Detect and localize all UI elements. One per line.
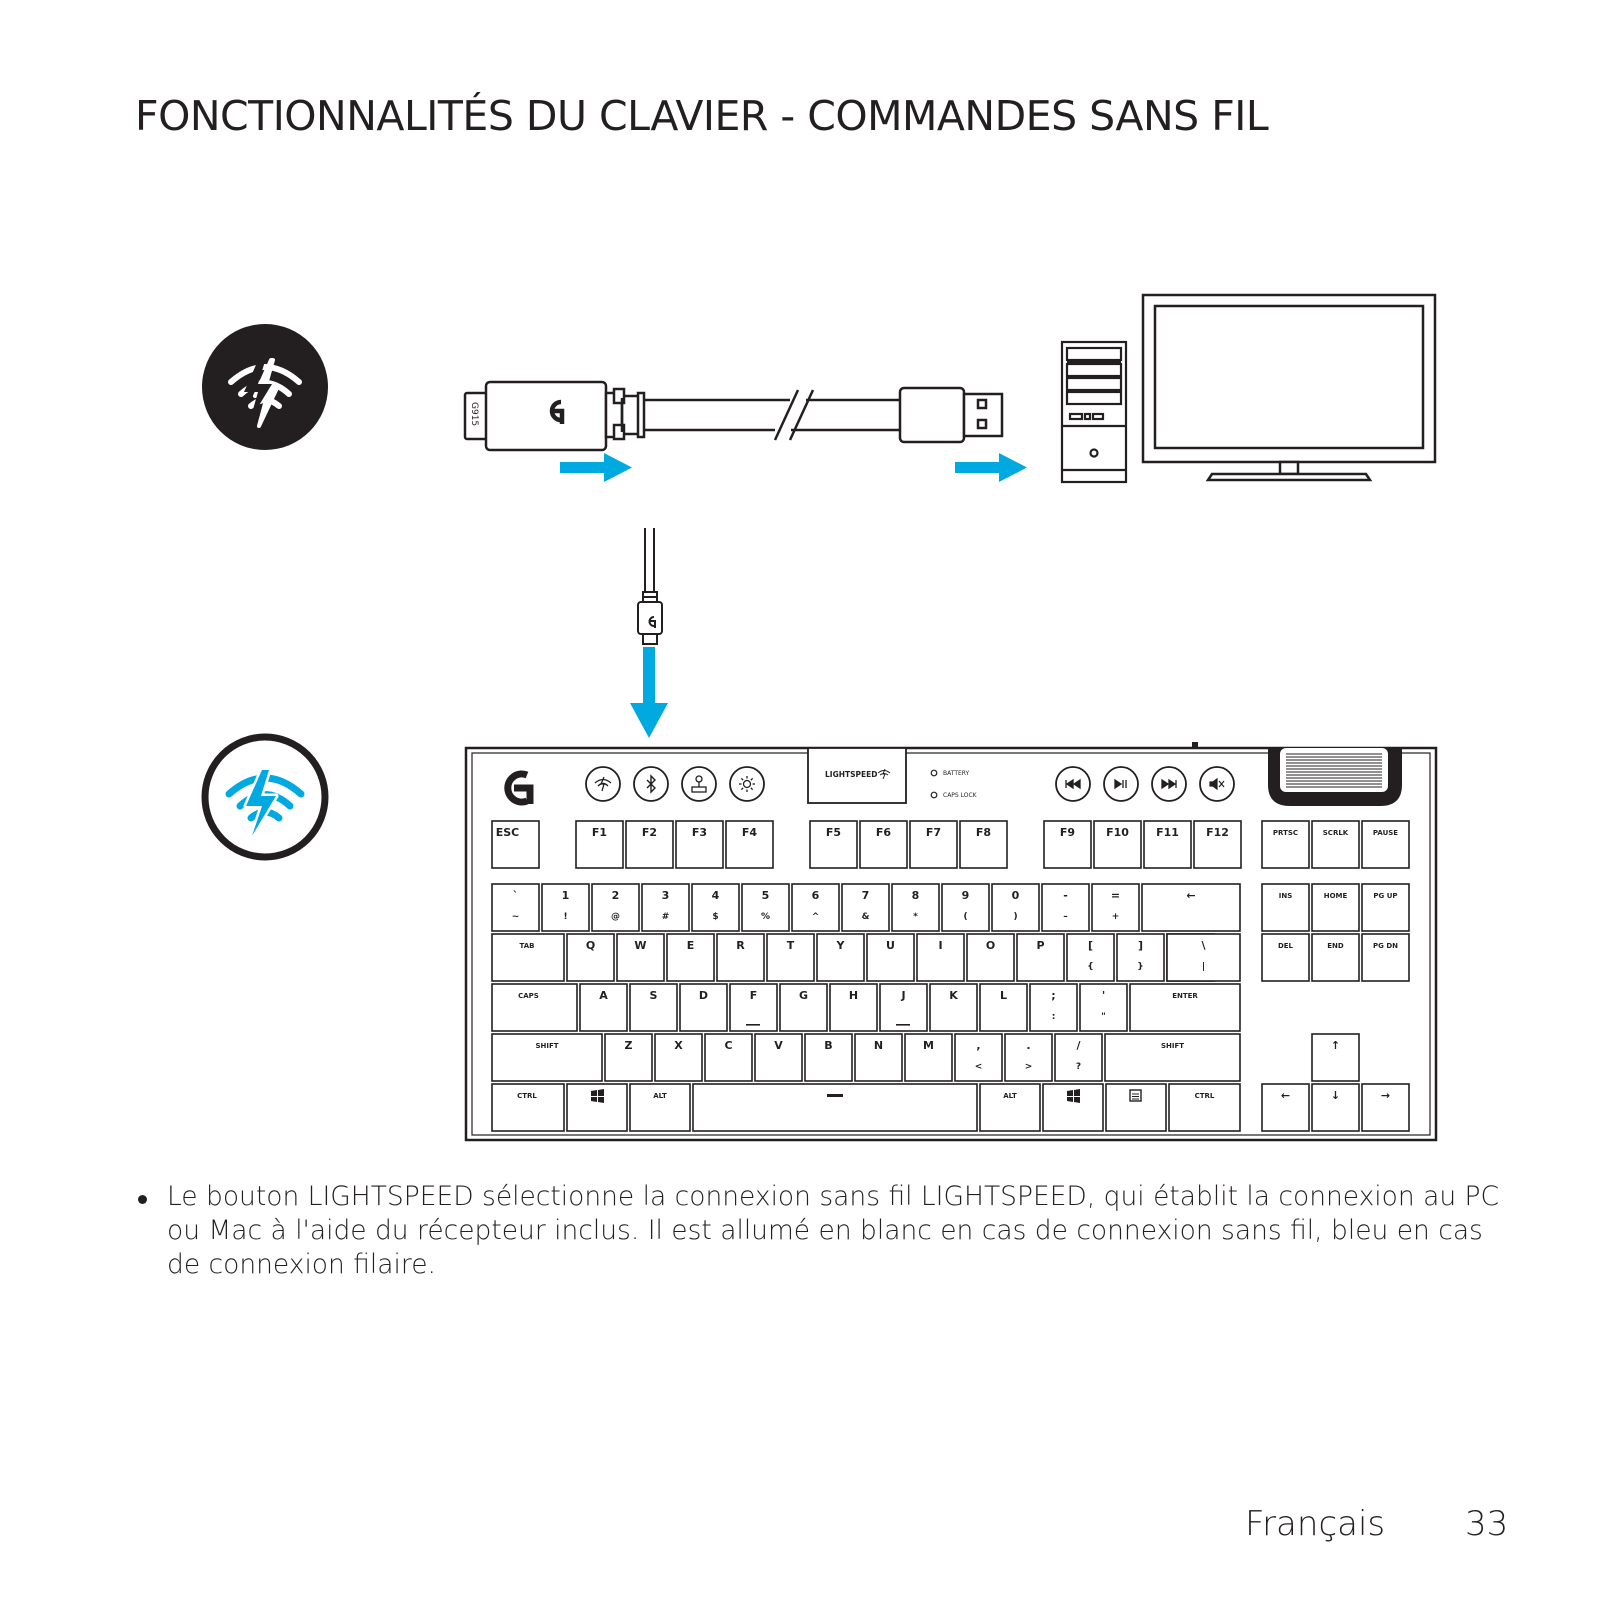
lightspeed-wireless-icon-dark	[202, 324, 328, 450]
key-i[interactable]	[917, 934, 964, 981]
lightspeed-label: LIGHTSPEED	[825, 770, 878, 779]
homing-bump-j	[896, 1024, 910, 1026]
brightness-button[interactable]	[730, 767, 764, 801]
key-shift-left[interactable]	[492, 1034, 602, 1081]
key-label: S	[649, 989, 658, 1002]
key-pg-up[interactable]	[1362, 884, 1409, 931]
key-w[interactable]	[617, 934, 664, 981]
key-bracket-0[interactable]	[1067, 934, 1114, 981]
key-ctrl-left[interactable]	[492, 1084, 564, 1131]
key-num-9[interactable]	[942, 884, 989, 931]
key-num-12[interactable]	[1092, 884, 1139, 931]
key-label: F7	[925, 826, 942, 839]
key-label: H	[848, 989, 859, 1002]
key-label: F8	[975, 826, 992, 839]
key-label: SHIFT	[1160, 1042, 1185, 1050]
footer-language: Français	[1245, 1504, 1386, 1544]
key-label: N	[873, 1039, 884, 1052]
key-label: PAUSE	[1372, 829, 1399, 837]
key-label: R	[736, 939, 745, 952]
key-j[interactable]	[880, 984, 927, 1031]
usb-cable	[644, 388, 1002, 442]
key-label: K	[949, 989, 958, 1002]
key-label: [	[1087, 939, 1094, 952]
key-space[interactable]	[693, 1084, 977, 1131]
key-tab[interactable]	[492, 934, 564, 981]
key-f11[interactable]	[1144, 821, 1191, 868]
key-label: 6	[811, 889, 820, 902]
key-label-secondary: %	[760, 912, 771, 922]
bluetooth-button[interactable]	[634, 767, 668, 801]
key-label: ↓	[1330, 1089, 1341, 1102]
key-label: PG UP	[1373, 892, 1398, 900]
keyboard	[466, 742, 1436, 1140]
key-label: .	[1026, 1039, 1031, 1052]
page-title: FONCTIONNALITÉS DU CLAVIER - COMMANDES SANS FIL	[135, 92, 1269, 140]
key-label: 3	[661, 889, 670, 902]
key-alt-right[interactable]	[980, 1084, 1040, 1131]
key-n[interactable]	[855, 1034, 902, 1081]
key-m[interactable]	[905, 1034, 952, 1081]
key-enter[interactable]	[1130, 984, 1240, 1031]
key-label-secondary: <	[974, 1062, 983, 1072]
key-num-0[interactable]	[492, 884, 539, 931]
key-f4[interactable]	[726, 821, 773, 868]
key-label: DEL	[1277, 942, 1294, 950]
key-label: L	[999, 989, 1008, 1002]
key-num-10[interactable]	[992, 884, 1039, 931]
key-z[interactable]	[605, 1034, 652, 1081]
key-arrow-left[interactable]	[1262, 1084, 1309, 1131]
key-label: F11	[1156, 826, 1179, 839]
key-label-secondary: $	[712, 912, 719, 922]
key-s[interactable]	[630, 984, 677, 1031]
key-c[interactable]	[705, 1034, 752, 1081]
key-o[interactable]	[967, 934, 1014, 981]
indicator-caps-lock: CAPS LOCK	[943, 792, 977, 799]
key-alt-left[interactable]	[630, 1084, 690, 1131]
bullet-dot	[138, 1195, 147, 1204]
flow-arrow-1	[560, 453, 632, 482]
key-menu[interactable]	[1106, 1084, 1166, 1131]
key-esc[interactable]	[492, 821, 539, 868]
key-b[interactable]	[805, 1034, 852, 1081]
key-ins[interactable]	[1262, 884, 1309, 931]
key-label: ;	[1051, 989, 1056, 1002]
key-home[interactable]	[1312, 884, 1359, 931]
key-e[interactable]	[667, 934, 714, 981]
footer-page-number: 33	[1465, 1504, 1509, 1544]
key-label: O	[985, 939, 996, 952]
key-num-11[interactable]	[1042, 884, 1089, 931]
key-backspace[interactable]	[1142, 884, 1240, 931]
key-f6[interactable]	[860, 821, 907, 868]
key-windows-left[interactable]	[567, 1084, 627, 1131]
key-l[interactable]	[980, 984, 1027, 1031]
key-arrow-down[interactable]	[1312, 1084, 1359, 1131]
key-label: A	[599, 989, 608, 1002]
key-label: SHIFT	[535, 1042, 559, 1050]
key-num-3[interactable]	[642, 884, 689, 931]
key-label-secondary: "	[1101, 1012, 1106, 1022]
key-label-secondary: ~	[511, 912, 520, 922]
monitor	[1143, 295, 1435, 480]
key-label: W	[634, 939, 647, 952]
key-label-secondary: )	[1013, 912, 1018, 922]
key-label: X	[674, 1039, 683, 1052]
key-label-secondary: ^	[811, 912, 820, 922]
indicator-battery: BATTERY	[943, 770, 970, 777]
key-label: CAPS	[518, 992, 539, 1000]
key-f10[interactable]	[1094, 821, 1141, 868]
key-f7[interactable]	[910, 821, 957, 868]
key-label: \	[1201, 939, 1206, 952]
key-f2[interactable]	[626, 821, 673, 868]
key-num-4[interactable]	[692, 884, 739, 931]
key-label: I	[938, 939, 943, 952]
key-ctrl-right[interactable]	[1169, 1084, 1240, 1131]
space-bar-mark	[827, 1094, 843, 1097]
key-label-secondary: !	[563, 912, 568, 922]
key-label: PRTSC	[1272, 829, 1299, 837]
key-cap	[1106, 1084, 1166, 1131]
key-bracket-1[interactable]	[1117, 934, 1164, 981]
key-label: 7	[861, 889, 870, 902]
volume-roller[interactable]	[1268, 748, 1402, 806]
key-label: F12	[1206, 826, 1229, 839]
key-label-secondary: }	[1137, 962, 1144, 972]
key-t[interactable]	[767, 934, 814, 981]
key-label: J	[901, 989, 906, 1002]
key-f5[interactable]	[810, 821, 857, 868]
key-x[interactable]	[655, 1034, 702, 1081]
key-pg-dn[interactable]	[1362, 934, 1409, 981]
key-f1[interactable]	[576, 821, 623, 868]
key-label: C	[724, 1039, 733, 1052]
lightspeed-button[interactable]	[586, 767, 620, 801]
key-d[interactable]	[680, 984, 727, 1031]
mute-button[interactable]	[1200, 767, 1234, 801]
key-label: 5	[761, 889, 770, 902]
key-label: =	[1110, 889, 1121, 902]
key-label: V	[774, 1039, 783, 1052]
key-label: E	[686, 939, 695, 952]
game-mode-button[interactable]	[682, 767, 716, 801]
key-q[interactable]	[567, 934, 614, 981]
description-list	[135, 1180, 1515, 1282]
key-label: 9	[961, 889, 970, 902]
flow-arrow-3	[630, 647, 668, 738]
key-label: F6	[875, 826, 892, 839]
key-label: F2	[641, 826, 658, 839]
key-label: CTRL	[1194, 1092, 1215, 1100]
key-label: ↑	[1330, 1039, 1341, 1052]
key-punct-a-1[interactable]	[1080, 984, 1127, 1031]
key-label: SCRLK	[1322, 829, 1349, 837]
key-arrow-up[interactable]	[1312, 1034, 1359, 1081]
key-label: F1	[591, 826, 608, 839]
key-label: 4	[711, 889, 720, 902]
key-num-6[interactable]	[792, 884, 839, 931]
key-label: F3	[691, 826, 708, 839]
key-label: Z	[624, 1039, 633, 1052]
key-label-secondary: >	[1024, 1062, 1033, 1072]
key-label: ←	[1280, 1089, 1291, 1102]
key-label-secondary: :	[1051, 1012, 1056, 1022]
key-label: Y	[836, 939, 845, 952]
key-num-7[interactable]	[842, 884, 889, 931]
key-label-secondary: #	[661, 912, 670, 922]
key-cap	[693, 1084, 977, 1131]
key-f3[interactable]	[676, 821, 723, 868]
key-label: Q	[585, 939, 596, 952]
key-label-secondary: +	[1111, 912, 1120, 922]
key-label: 2	[611, 889, 620, 902]
key-g[interactable]	[780, 984, 827, 1031]
key-label-secondary: |	[1201, 962, 1206, 972]
description-item	[135, 1180, 1515, 1282]
key-punct-z-1[interactable]	[1005, 1034, 1052, 1081]
key-label: F5	[825, 826, 842, 839]
key-label: '	[1101, 989, 1106, 1002]
key-shift-right[interactable]	[1105, 1034, 1240, 1081]
key-label: F	[749, 989, 758, 1002]
key-label: ALT	[653, 1092, 667, 1100]
key-f8[interactable]	[960, 821, 1007, 868]
key-num-5[interactable]	[742, 884, 789, 931]
key-label: F4	[741, 826, 758, 839]
key-label: D	[698, 989, 709, 1002]
key-f12[interactable]	[1194, 821, 1241, 868]
key-label: B	[824, 1039, 833, 1052]
key-label: CTRL	[517, 1092, 537, 1100]
key-label: ALT	[1003, 1092, 1017, 1100]
key-label-secondary: (	[963, 912, 968, 922]
key-label: →	[1380, 1089, 1391, 1102]
key-end[interactable]	[1312, 934, 1359, 981]
lightspeed-wireless-icon-blue	[205, 737, 325, 857]
key-backslash[interactable]	[1167, 934, 1240, 981]
key-y[interactable]	[817, 934, 864, 981]
key-a[interactable]	[580, 984, 627, 1031]
description-text: Le bouton LIGHTSPEED sélectionne la connexion sans fil LIGHTSPEED, qui établit la connexion au PC ou Mac à l'aide du récepteur inclus. Il est allumé en blanc en cas de connexion sans fil, bleu en cas de connexion filaire.	[167, 1181, 1500, 1280]
key-del[interactable]	[1262, 934, 1309, 981]
key-label: T	[786, 939, 795, 952]
key-label: G	[798, 989, 809, 1002]
key-punct-a-0[interactable]	[1030, 984, 1077, 1031]
key-u[interactable]	[867, 934, 914, 981]
key-label-secondary: –	[1063, 912, 1068, 922]
key-windows-right[interactable]	[1043, 1084, 1103, 1131]
key-label: ,	[976, 1039, 981, 1052]
key-prtsc[interactable]	[1262, 821, 1309, 868]
key-label: -	[1063, 889, 1068, 902]
key-label-secondary: {	[1087, 962, 1094, 972]
key-label: INS	[1278, 892, 1293, 900]
key-num-1[interactable]	[542, 884, 589, 931]
key-label: 8	[911, 889, 920, 902]
key-label-secondary: *	[913, 912, 918, 922]
pc-tower	[1062, 342, 1126, 482]
previous-track-button[interactable]	[1056, 767, 1090, 801]
key-label: /	[1076, 1039, 1081, 1052]
key-h[interactable]	[830, 984, 877, 1031]
key-label: 1	[561, 889, 570, 902]
key-label-secondary: &	[861, 912, 870, 922]
key-num-8[interactable]	[892, 884, 939, 931]
key-label: M	[923, 1039, 934, 1052]
key-label: ESC	[495, 826, 520, 839]
key-label: ←	[1186, 889, 1196, 902]
key-label: PG DN	[1373, 942, 1398, 950]
key-label: `	[512, 889, 519, 902]
key-k[interactable]	[930, 984, 977, 1031]
key-pause[interactable]	[1362, 821, 1409, 868]
usb-cable-vertical	[638, 528, 662, 644]
key-label: U	[886, 939, 895, 952]
key-label: 0	[1011, 889, 1020, 902]
play-pause-button[interactable]	[1104, 767, 1138, 801]
key-f[interactable]	[730, 984, 777, 1031]
homing-bump-f	[746, 1024, 760, 1026]
key-label: HOME	[1323, 892, 1348, 900]
key-label: TAB	[519, 942, 535, 950]
key-label: ENTER	[1172, 992, 1198, 1000]
key-label-secondary: ?	[1075, 1062, 1082, 1072]
key-p[interactable]	[1017, 934, 1064, 981]
receiver-label: G915	[469, 402, 479, 427]
key-label: END	[1327, 942, 1344, 950]
key-label: F10	[1106, 826, 1129, 839]
key-label-secondary: @	[611, 912, 620, 922]
key-label: ]	[1137, 939, 1144, 952]
key-r[interactable]	[717, 934, 764, 981]
key-punct-z-2[interactable]	[1055, 1034, 1102, 1081]
key-arrow-right[interactable]	[1362, 1084, 1409, 1131]
key-scrlk[interactable]	[1312, 821, 1359, 868]
key-v[interactable]	[755, 1034, 802, 1081]
key-label: F9	[1059, 826, 1076, 839]
key-caps[interactable]	[492, 984, 577, 1031]
flow-arrow-2	[955, 453, 1027, 482]
key-label: P	[1036, 939, 1045, 952]
key-num-2[interactable]	[592, 884, 639, 931]
next-track-button[interactable]	[1152, 767, 1186, 801]
key-f9[interactable]	[1044, 821, 1091, 868]
key-punct-z-0[interactable]	[955, 1034, 1002, 1081]
